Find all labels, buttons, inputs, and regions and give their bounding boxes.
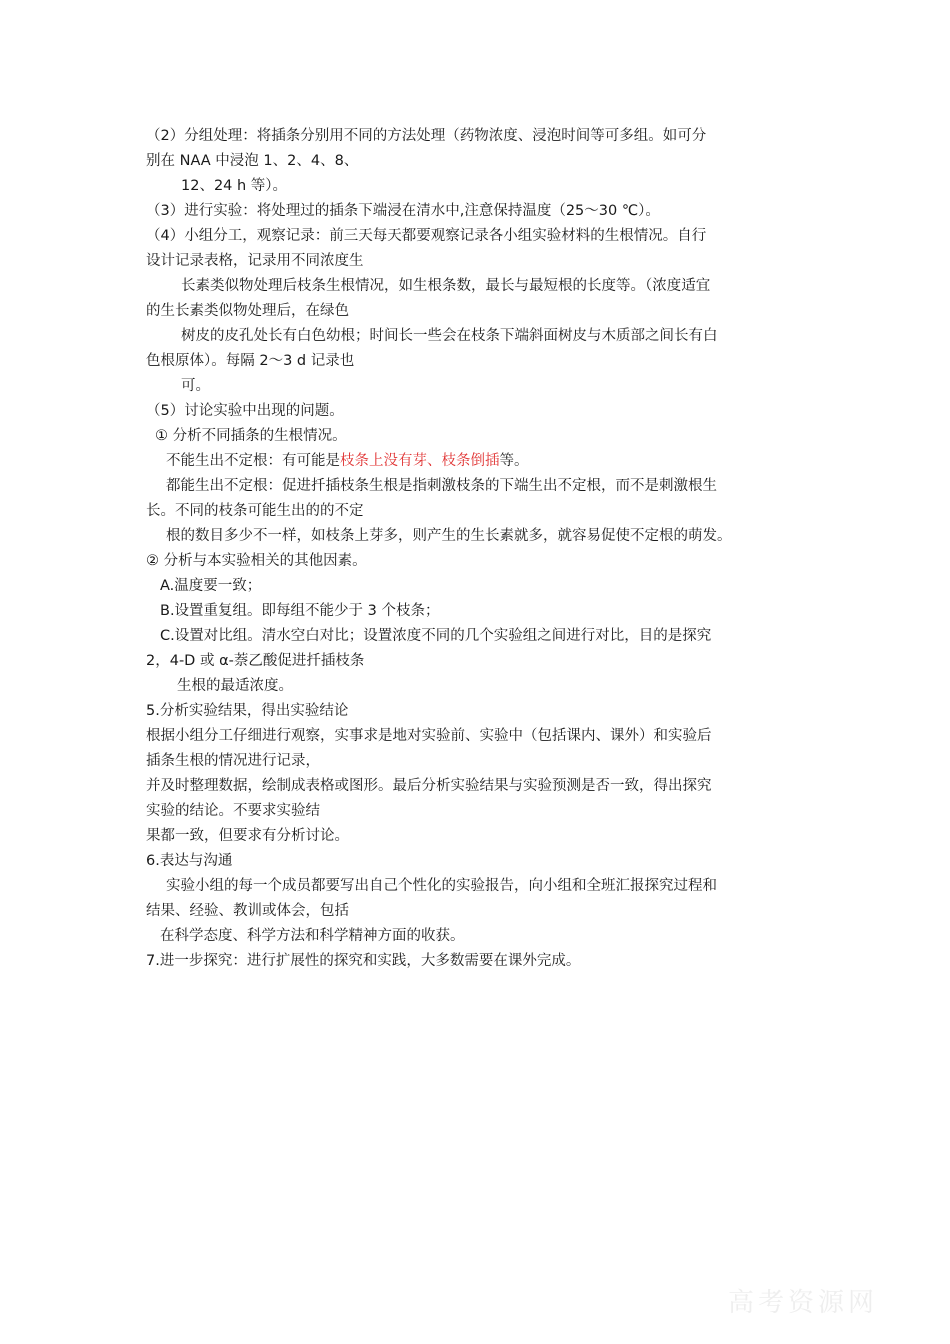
factor-c-line1: C.设置对比组。清水空白对比；设置浓度不同的几个实验组之间进行对比，目的是探究 — [160, 628, 712, 644]
section6-line1: 实验小组的每一个成员都要写出自己个性化的实验报告，向小组和全班汇报探究过程和 — [166, 878, 717, 894]
section6-line2: 结果、经验、教训或体会，包括 — [146, 903, 349, 919]
no-roots-suffix: 等。 — [499, 453, 529, 469]
step4-line3: 长素类似物处理后枝条生根情况，如生根条数，最长与最短根的长度等。（浓度适宜 — [181, 278, 711, 294]
section5-line1: 根据小组分工仔细进行观察，实事求是地对实验前、实验中（包括课内、课外）和实验后 — [146, 728, 712, 744]
step4-line1: （4）小组分工，观察记录：前三天每天都要观察记录各小组实验材料的生根情况。自行 — [146, 228, 707, 244]
step4-line4: 的生长素类似物处理后，在绿色 — [146, 303, 349, 319]
factor-c-line3: 生根的最适浓度。 — [177, 678, 293, 694]
step2-line3: 12、24 h 等）。 — [181, 178, 288, 194]
point2-heading: ② 分析与本实验相关的其他因素。 — [146, 553, 367, 569]
factor-c-line2: 2，4-D 或 α-萘乙酸促进扦插枝条 — [146, 653, 365, 669]
section6-line3: 在科学态度、科学方法和科学精神方面的收获。 — [160, 928, 465, 944]
no-roots-line — [166, 452, 529, 470]
step4-line6: 色根原体）。每隔 2～3 d 记录也 — [146, 353, 355, 369]
step5-heading: （5）讨论实验中出现的问题。 — [146, 403, 344, 419]
section5-heading: 5.分析实验结果，得出实验结论 — [146, 703, 349, 719]
step4-line2: 设计记录表格，记录用不同浓度生 — [146, 253, 364, 269]
step2-line2: 别在 NAA 中浸泡 1、2、4、8、 — [146, 153, 359, 169]
watermark-logo: 高考资源网 — [728, 1288, 879, 1318]
no-roots-highlight: 枝条上没有芽、枝条倒插 — [340, 453, 500, 469]
point1-heading: ① 分析不同插条的生根情况。 — [155, 428, 347, 444]
step2-line1: （2）分组处理：将插条分别用不同的方法处理（药物浓度、浸泡时间等可多组。如可分 — [146, 128, 707, 144]
section5-line2: 插条生根的情况进行记录， — [146, 753, 320, 769]
step4-line7: 可。 — [181, 378, 210, 394]
section6-heading: 6.表达与沟通 — [146, 853, 233, 869]
factor-b: B.设置重复组。即每组不能少于 3 个枝条； — [160, 603, 440, 619]
step3-line: （3）进行实验：将处理过的插条下端浸在清水中,注意保持温度（25～30 ℃）。 — [146, 203, 660, 219]
factor-a: A.温度要一致； — [160, 578, 262, 594]
all-roots-line1: 都能生出不定根：促进扦插枝条生根是指刺激枝条的下端生出不定根，而不是刺激根生 — [166, 478, 717, 494]
all-roots-line3: 根的数目多少不一样，如枝条上芽多，则产生的生长素就多，就容易促使不定根的萌发。 — [166, 528, 732, 544]
no-roots-text: 不能生出不定根：有可能是 — [166, 453, 340, 469]
all-roots-line2: 长。不同的枝条可能生出的的不定 — [146, 503, 364, 519]
step4-line5: 树皮的皮孔处长有白色幼根；时间长一些会在枝条下端斜面树皮与木质部之间长有白 — [181, 328, 718, 344]
section7-line: 7.进一步探究：进行扩展性的探究和实践，大多数需要在课外完成。 — [146, 953, 581, 969]
section5-line5: 果都一致，但要求有分析讨论。 — [146, 828, 349, 844]
section5-line3: 并及时整理数据，绘制成表格或图形。最后分析实验结果与实验预测是否一致，得出探究 — [146, 778, 712, 794]
section5-line4: 实验的结论。不要求实验结 — [146, 803, 320, 819]
